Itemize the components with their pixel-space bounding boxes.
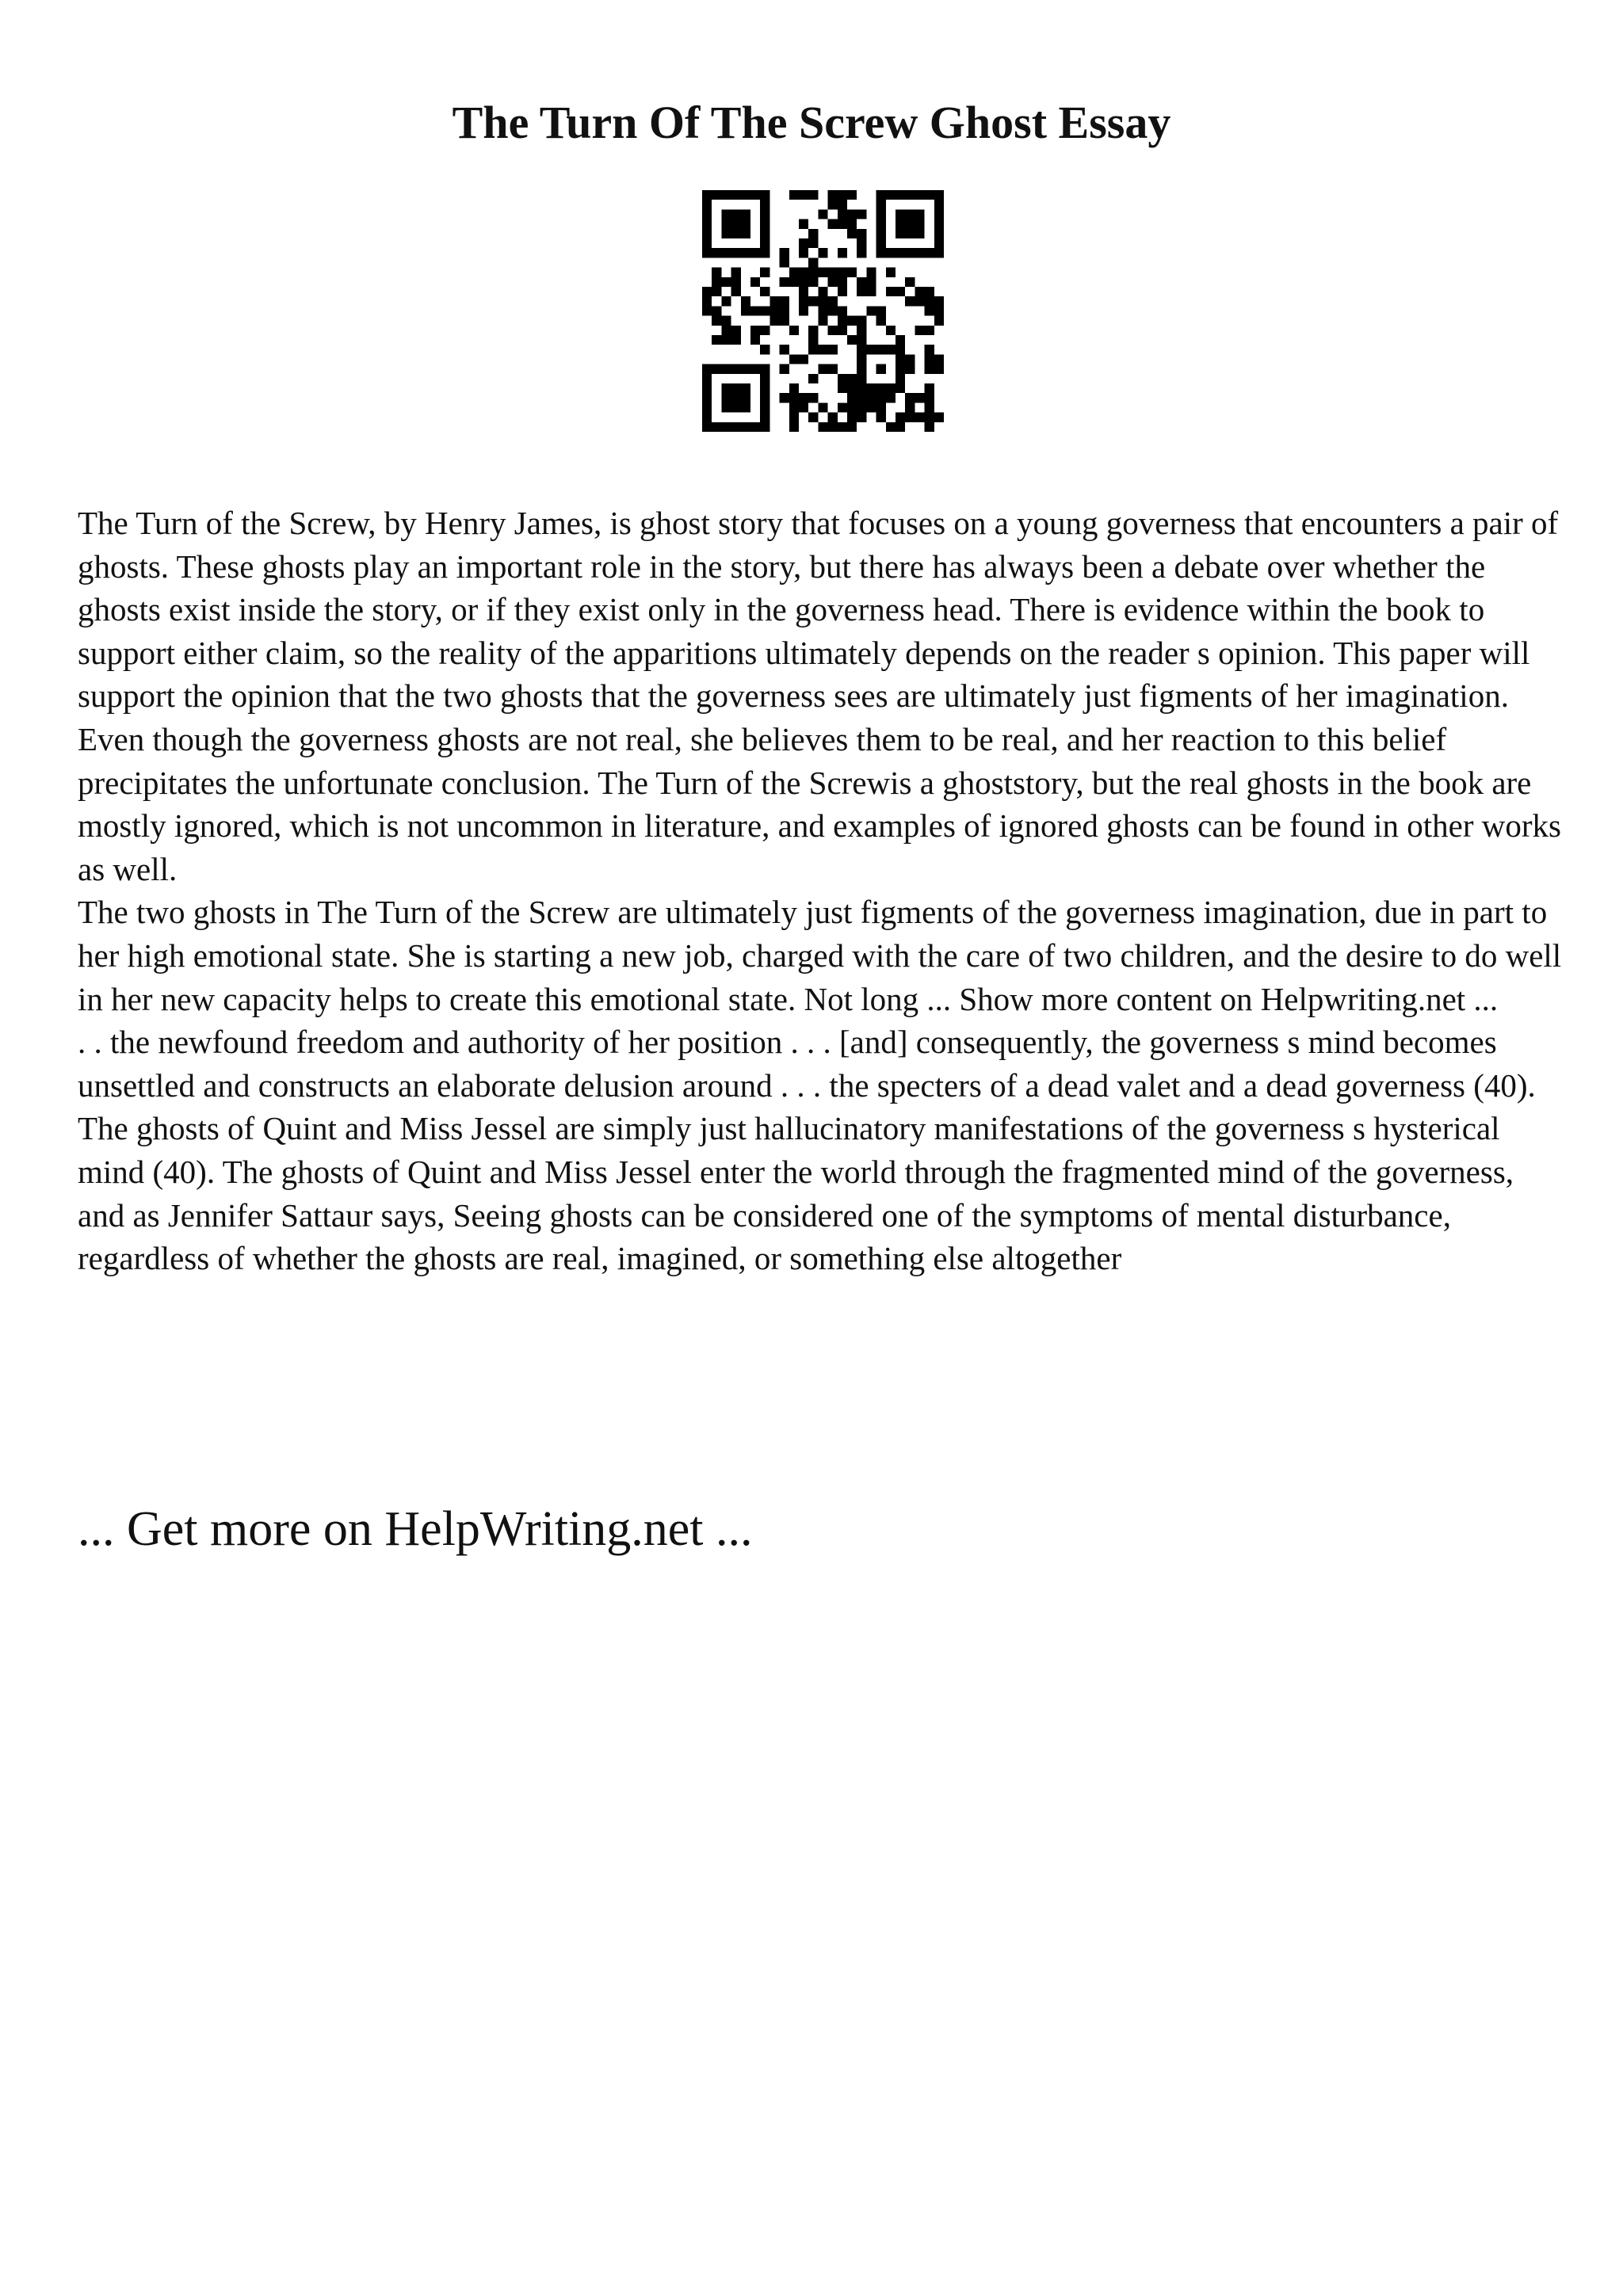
essay-paragraph: The Turn of the Screw, by Henry James, is ghost story that focuses on a young governess that encounters a pair of ghosts. These ghosts play an important role in the story, but there has always been a debate over whether the ghosts exist inside the story, or if they exist only in the governess head. There is evidence within the book to support either claim, so the reality of the apparitions ultimately depends on the reader s opinion. This paper will support the opinion that the two ghosts that the governess sees are ultimately just figments of her imagination. Even though the governess ghosts are not real, she believes them to be real, and her reaction to this belief precipitates the unfortunate conclusion. The Turn of the Screwis a ghoststory, but the real ghosts in the book are mostly ignored, which is not uncommon in literature, and examples of ignored ghosts can be found in other works as well.: [78, 505, 1561, 887]
qr-code-icon: [702, 190, 944, 432]
essay-paragraph: The two ghosts in The Turn of the Screw are ultimately just figments of the governess imagination, due in part to her high emotional state. She is starting a new job, charged with the care of two children, and the desire to do well in her new capacity helps to create this emotional state. Not long ... Show more content on Helpwriting.net ...: [78, 894, 1562, 1017]
essay-paragraph: . . the newfound freedom and authority of her position . . . [and] consequently, the governess s mind becomes unsettled and constructs an elaborate delusion around . . . the specters of a dead valet and a dead governess (40).: [78, 1024, 1536, 1104]
document-title: The Turn Of The Screw Ghost Essay: [452, 97, 1171, 148]
get-more-link[interactable]: ... Get more on HelpWriting.net ...: [78, 1502, 753, 1556]
essay-paragraph: The ghosts of Quint and Miss Jessel are simply just hallucinatory manifestations of the governess s hysterical mind (40). The ghosts of Quint and Miss Jessel enter the world through the fragmented mind of the governess, and as Jennifer Sattaur says, Seeing ghosts can be considered one of the symptoms of mental disturbance, regardless of whether the ghosts are real, imagined, or something else altogether: [78, 1110, 1514, 1277]
essay-body: [78, 502, 1568, 1280]
